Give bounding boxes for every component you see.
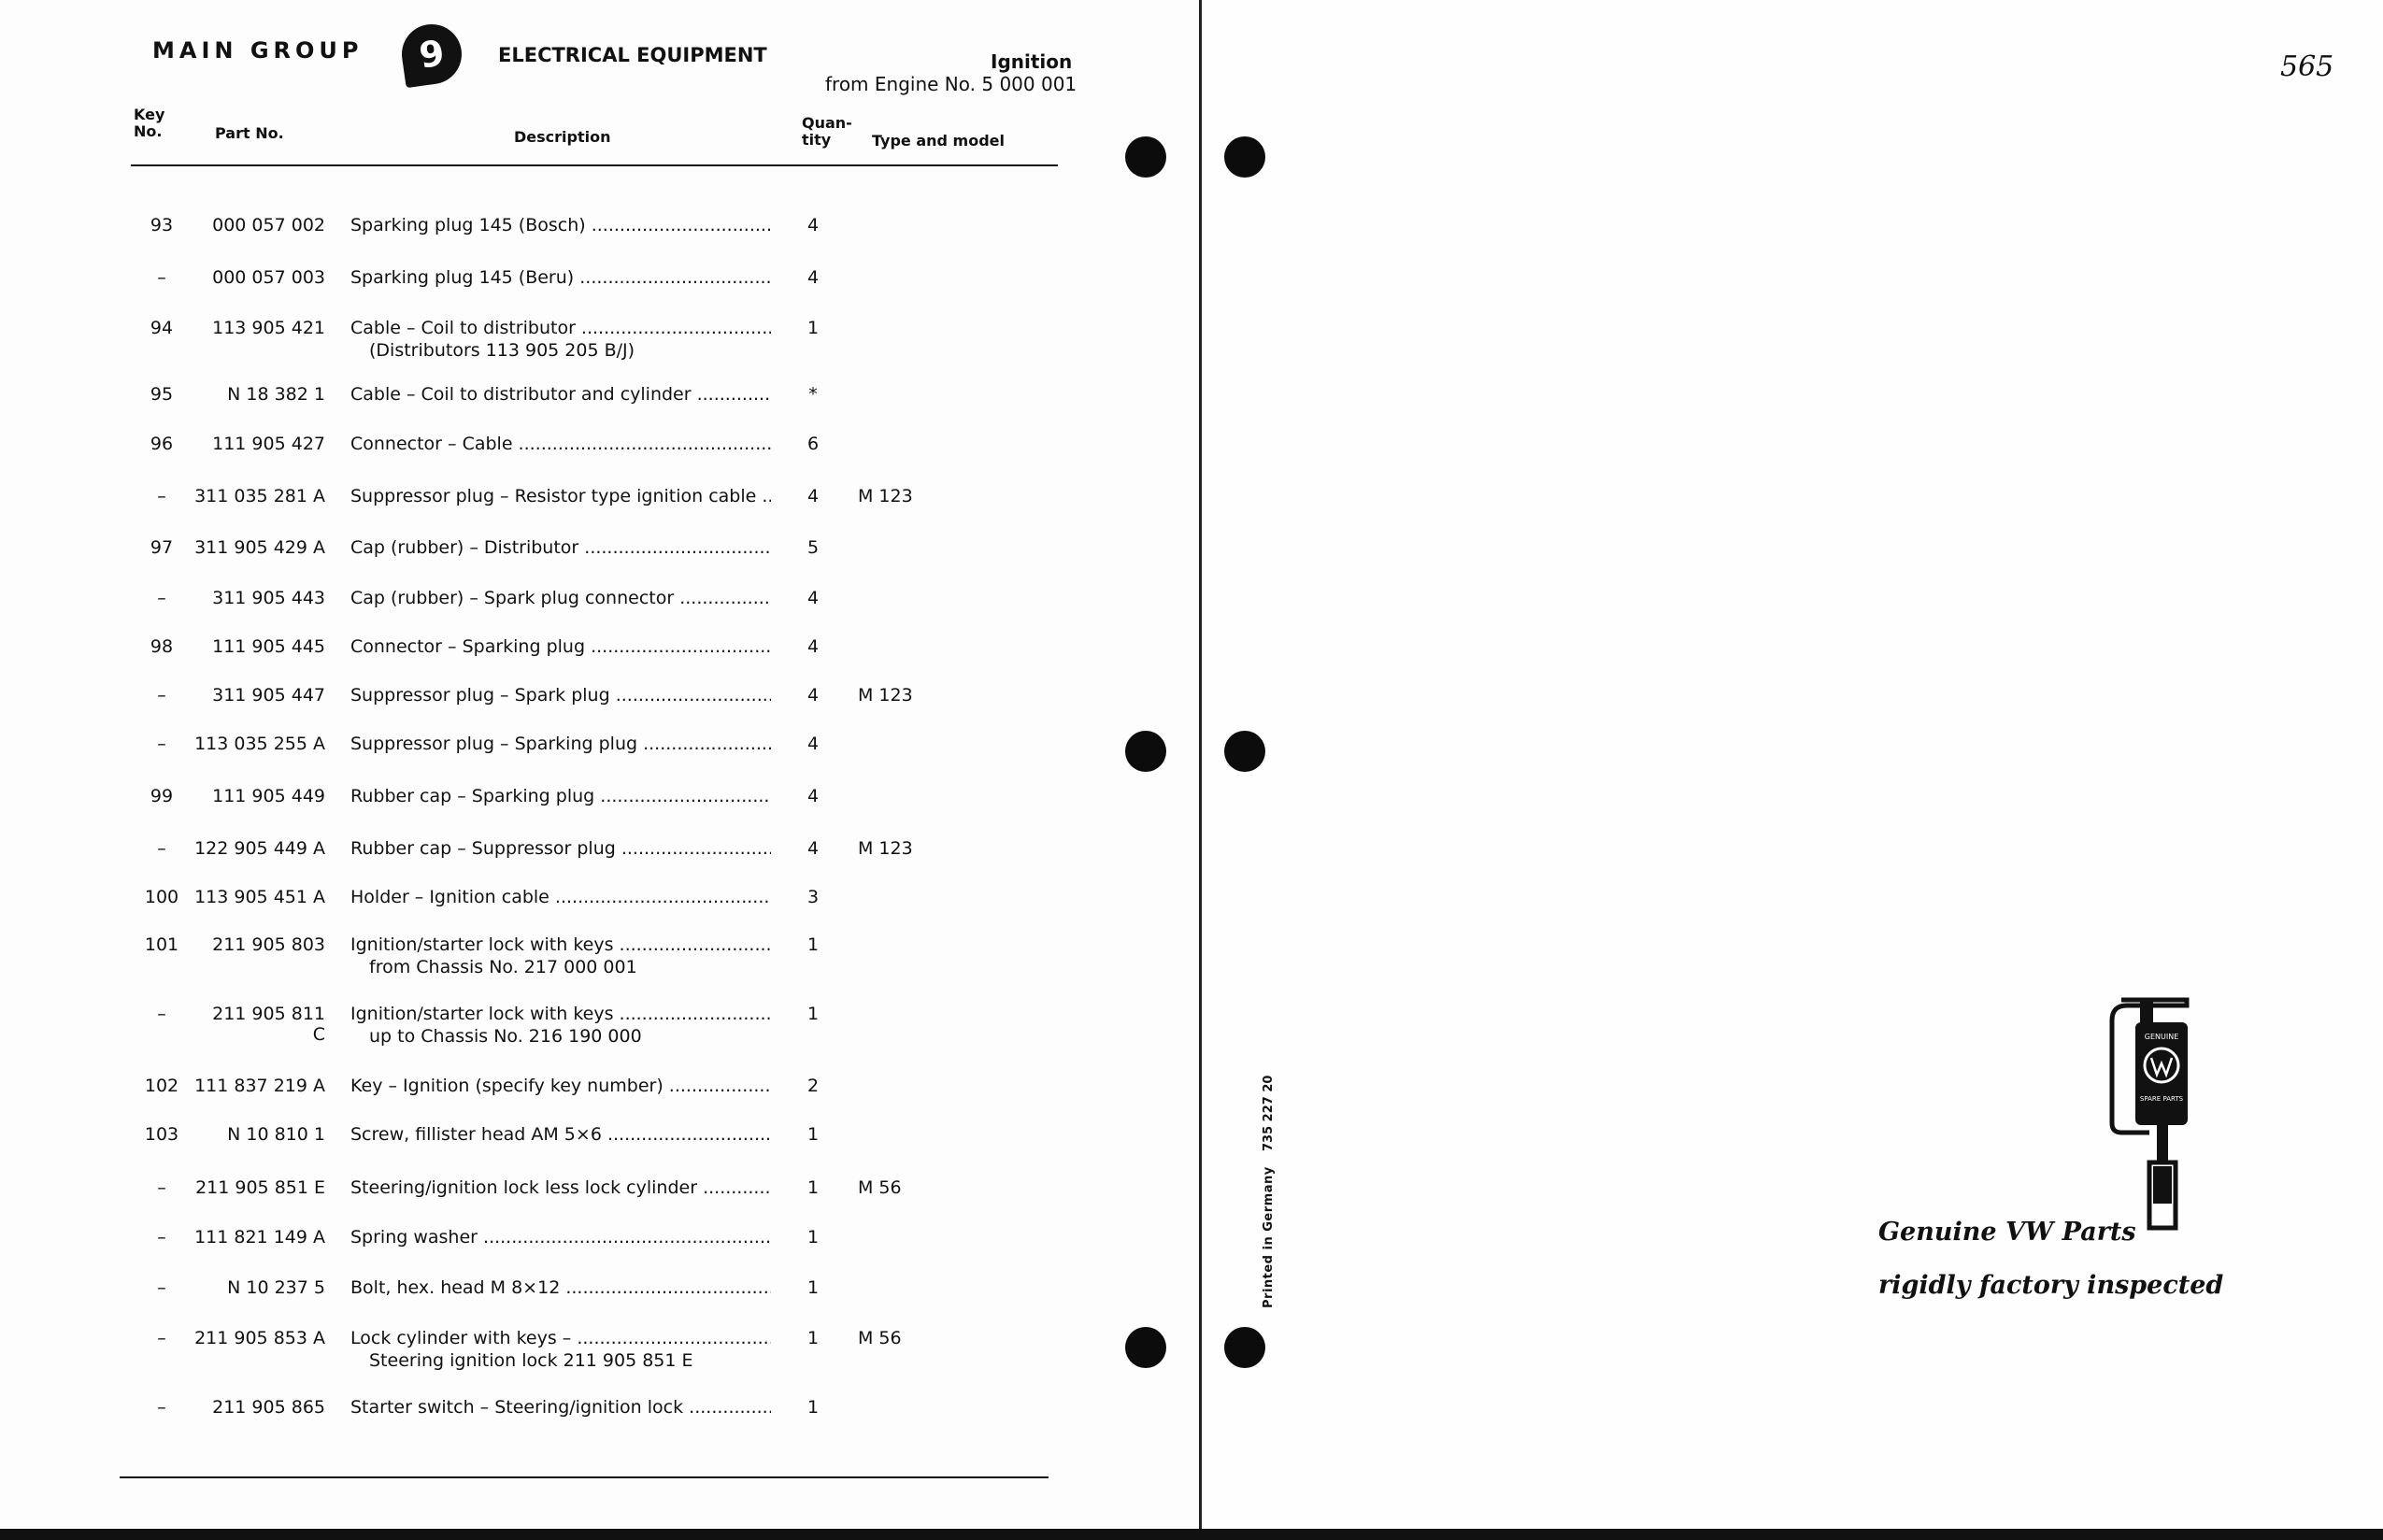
column-header-part-no: Part No. — [215, 124, 284, 142]
parts-list — [0, 0, 1199, 1495]
row-part-no: N 10 237 5 — [227, 1277, 325, 1298]
row-description: Ignition/starter lock with keys ..... — [350, 934, 771, 955]
row-key-no: 96 — [150, 434, 174, 454]
subsection-note: from Engine No. 5 000 001 — [825, 73, 1077, 95]
row-part-no: 111 837 219 A — [194, 1076, 325, 1096]
row-quantity: 3 — [806, 887, 820, 907]
row-part-no: N 10 810 1 — [227, 1124, 325, 1145]
parts-row — [0, 1328, 1199, 1371]
row-part-no: 111 905 427 — [212, 434, 325, 454]
row-description: Steering/ignition lock less lock cylinder ..... — [350, 1177, 771, 1198]
parts-row — [0, 537, 1199, 575]
row-part-no: 211 905 865 — [212, 1397, 325, 1418]
row-key-no: – — [157, 1227, 166, 1248]
row-quantity: 4 — [806, 838, 820, 859]
printed-in-germany: Printed in Germany — [1262, 1166, 1276, 1308]
row-description: Cable – Coil to distributor ..... — [350, 318, 771, 338]
page-divider — [1199, 0, 1202, 1540]
row-type-model: M 56 — [858, 1328, 902, 1348]
row-description: Screw, fillister head AM 5×6 ..... — [350, 1124, 771, 1145]
parts-row — [0, 887, 1199, 924]
vw-genuine-parts-emblem — [2093, 992, 2196, 1245]
row-key-no: – — [157, 1177, 166, 1198]
parts-row — [0, 267, 1199, 305]
row-quantity: 4 — [806, 215, 820, 235]
subsection-title: Ignition — [991, 50, 1073, 73]
parts-row — [0, 786, 1199, 823]
row-description: Connector – Sparking plug ..... — [350, 636, 771, 657]
parts-row — [0, 838, 1199, 876]
print-code: 735 227 20 — [1262, 1075, 1276, 1151]
row-quantity: 4 — [806, 734, 820, 754]
row-part-no: 113 905 421 — [212, 318, 325, 338]
row-key-no: 100 — [144, 887, 179, 907]
row-part-no: 211 905 851 E — [195, 1177, 325, 1198]
row-part-no: 000 057 003 — [212, 267, 325, 288]
row-quantity: 1 — [806, 1004, 820, 1024]
row-description: Key – Ignition (specify key number) ..... — [350, 1076, 771, 1096]
parts-row — [0, 685, 1199, 722]
row-description: Cable – Coil to distributor and cylinder ..... — [350, 384, 771, 405]
row-description: Connector – Cable ..... — [350, 434, 771, 454]
punch-hole — [1224, 731, 1265, 772]
group-number-badge: 9 — [398, 21, 465, 88]
row-part-no: 113 035 255 A — [194, 734, 325, 754]
row-description: Sparking plug 145 (Bosch) ..... — [350, 215, 771, 235]
section-title: ELECTRICAL EQUIPMENT — [498, 44, 767, 66]
row-description: Cap (rubber) – Spark plug connector ..... — [350, 588, 771, 608]
row-description-continued: up to Chassis No. 216 190 000 — [369, 1026, 642, 1047]
row-description: Holder – Ignition cable ..... — [350, 887, 771, 907]
row-description: Starter switch – Steering/ignition lock ..... — [350, 1397, 771, 1418]
row-description: Cap (rubber) – Distributor ..... — [350, 537, 771, 558]
parts-row — [0, 1076, 1199, 1113]
row-key-no: – — [157, 588, 166, 608]
row-quantity: 1 — [806, 1397, 820, 1418]
parts-row — [0, 486, 1199, 523]
row-part-no: 311 035 281 A — [194, 486, 325, 506]
row-key-no: 94 — [150, 318, 174, 338]
row-key-no: – — [157, 1277, 166, 1298]
slogan-line-2: rigidly factory inspected — [1878, 1271, 2224, 1300]
punch-hole — [1125, 1327, 1166, 1368]
row-part-no: 122 905 449 A — [194, 838, 325, 859]
svg-text:SPARE PARTS: SPARE PARTS — [2139, 1095, 2184, 1103]
row-key-no: 99 — [150, 786, 174, 806]
row-quantity: 4 — [806, 486, 820, 506]
row-key-no: 97 — [150, 537, 174, 558]
row-part-no: 111 905 449 — [212, 786, 325, 806]
row-key-no: 103 — [144, 1124, 179, 1145]
row-key-no: – — [157, 1397, 166, 1418]
column-header-quantity: Quan- tity — [802, 114, 852, 149]
row-type-model: M 123 — [858, 838, 913, 859]
row-description-continued: from Chassis No. 217 000 001 — [369, 957, 637, 977]
row-description: Suppressor plug – Resistor type ignition cable ..... — [350, 486, 771, 506]
row-description: Rubber cap – Sparking plug ..... — [350, 786, 771, 806]
row-quantity: 1 — [806, 318, 820, 338]
row-quantity: 1 — [806, 1277, 820, 1298]
row-part-no: 311 905 429 A — [194, 537, 325, 558]
row-quantity: 1 — [806, 1124, 820, 1145]
punch-hole — [1224, 136, 1265, 178]
row-part-no: 000 057 002 — [212, 215, 325, 235]
punch-hole — [1125, 731, 1166, 772]
row-quantity: 4 — [806, 636, 820, 657]
row-quantity: 5 — [806, 537, 820, 558]
row-part-no: 113 905 451 A — [194, 887, 325, 907]
row-type-model: M 123 — [858, 685, 913, 706]
row-description: Bolt, hex. head M 8×12 ..... — [350, 1277, 771, 1298]
row-type-model: M 56 — [858, 1177, 902, 1198]
scan-edge — [0, 1529, 2383, 1540]
row-key-no: – — [157, 734, 166, 754]
punch-hole — [1125, 136, 1166, 178]
row-quantity: 4 — [806, 267, 820, 288]
parts-row — [0, 1004, 1199, 1047]
row-description: Sparking plug 145 (Beru) ..... — [350, 267, 771, 288]
row-quantity: 4 — [806, 786, 820, 806]
row-description: Lock cylinder with keys – ..... — [350, 1328, 771, 1348]
parts-row — [0, 1177, 1199, 1215]
parts-row — [0, 1124, 1199, 1162]
parts-row — [0, 384, 1199, 421]
row-part-no: 211 905 811 C — [212, 1004, 325, 1045]
row-type-model: M 123 — [858, 486, 913, 506]
row-quantity: 1 — [806, 1227, 820, 1248]
row-part-no: 311 905 443 — [212, 588, 325, 608]
row-description: Suppressor plug – Spark plug ..... — [350, 685, 771, 706]
row-quantity: 1 — [806, 934, 820, 955]
row-part-no: N 18 382 1 — [227, 384, 325, 405]
row-part-no: 111 905 445 — [212, 636, 325, 657]
column-header-type-model: Type and model — [872, 132, 1005, 150]
row-key-no: 93 — [150, 215, 174, 235]
row-part-no: 211 905 803 — [212, 934, 325, 955]
row-key-no: 98 — [150, 636, 174, 657]
row-description-continued: Steering ignition lock 211 905 851 E — [369, 1350, 693, 1371]
column-header-key: Key No. — [134, 106, 165, 140]
row-part-no: 211 905 853 A — [194, 1328, 325, 1348]
parts-row — [0, 1397, 1199, 1434]
column-header-description: Description — [514, 128, 611, 146]
row-key-no: 101 — [144, 934, 179, 955]
row-part-no: 111 821 149 A — [194, 1227, 325, 1248]
parts-row — [0, 934, 1199, 977]
row-quantity: 4 — [806, 685, 820, 706]
row-description: Rubber cap – Suppressor plug ..... — [350, 838, 771, 859]
row-quantity: 1 — [806, 1177, 820, 1198]
row-quantity: 6 — [806, 434, 820, 454]
row-quantity: * — [808, 384, 818, 405]
row-quantity: 2 — [806, 1076, 820, 1096]
slogan-line-1: Genuine VW Parts — [1878, 1218, 2136, 1247]
row-key-no: – — [157, 685, 166, 706]
row-key-no: – — [157, 486, 166, 506]
parts-row — [0, 734, 1199, 771]
row-key-no: 95 — [150, 384, 174, 405]
punch-hole — [1224, 1327, 1265, 1368]
row-key-no: – — [157, 1004, 166, 1024]
row-description-continued: (Distributors 113 905 205 B/J) — [369, 340, 635, 361]
parts-row — [0, 215, 1199, 252]
row-description: Ignition/starter lock with keys ..... — [350, 1004, 771, 1024]
row-description: Suppressor plug – Sparking plug ..... — [350, 734, 771, 754]
footer-rule — [120, 1476, 1049, 1478]
row-part-no: 311 905 447 — [212, 685, 325, 706]
row-key-no: – — [157, 838, 166, 859]
row-quantity: 1 — [806, 1328, 820, 1348]
main-group-label: MAIN GROUP — [152, 37, 364, 64]
parts-row — [0, 1277, 1199, 1315]
parts-row — [0, 434, 1199, 471]
parts-row — [0, 318, 1199, 361]
parts-row — [0, 588, 1199, 625]
row-description: Spring washer ..... — [350, 1227, 771, 1248]
handwritten-page-number: 565 — [2280, 50, 2334, 83]
parts-row — [0, 636, 1199, 674]
row-quantity: 4 — [806, 588, 820, 608]
svg-text:GENUINE: GENUINE — [2144, 1033, 2179, 1041]
row-key-no: – — [157, 1328, 166, 1348]
parts-row — [0, 1227, 1199, 1264]
row-key-no: 102 — [144, 1076, 179, 1096]
row-key-no: – — [157, 267, 166, 288]
